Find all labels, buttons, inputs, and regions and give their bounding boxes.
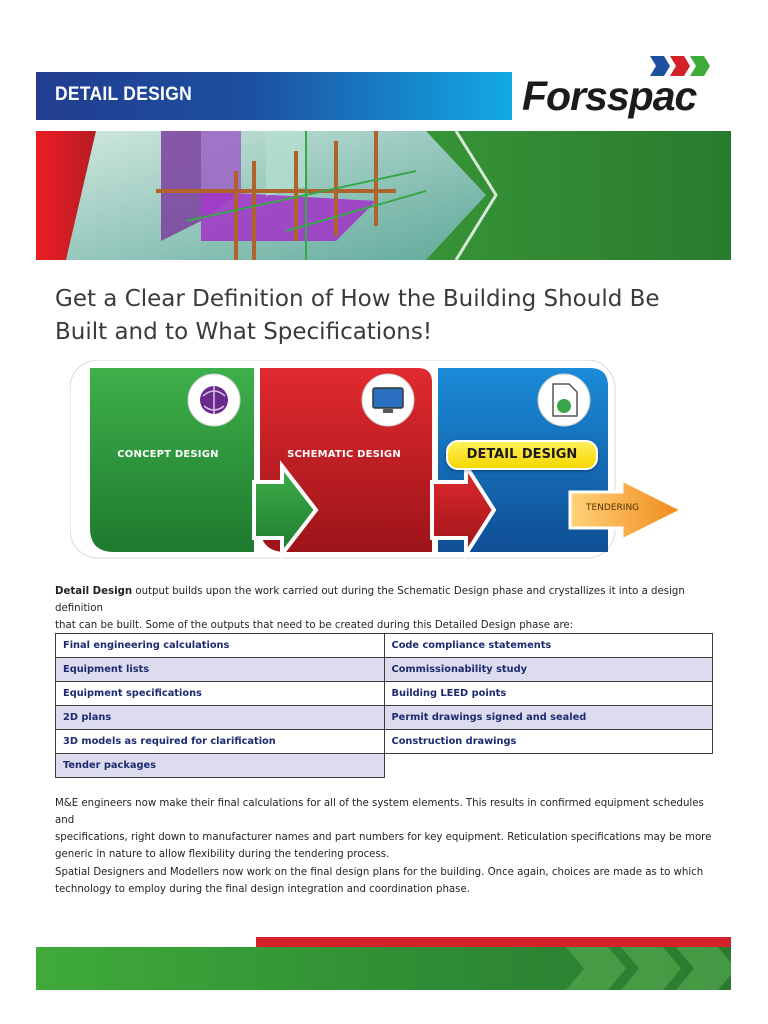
globe-icon: [188, 374, 240, 426]
body-paragraph-2: [55, 864, 715, 898]
body-paragraph-1: [55, 795, 715, 863]
table-cell: Code compliance statements: [384, 634, 713, 658]
table-cell: Construction drawings: [384, 730, 713, 754]
table-cell: Permit drawings signed and sealed: [384, 706, 713, 730]
headline: [55, 283, 735, 349]
process-diagram: [70, 360, 700, 560]
intro-line-1: output builds upon the work carried out during the Schematic Design phase and crystallizes it into a design definition: [55, 586, 685, 614]
table-cell-empty: [384, 754, 713, 778]
table-cell: Final engineering calculations: [56, 634, 385, 658]
table-cell: Building LEED points: [384, 682, 713, 706]
outputs-table: [55, 633, 713, 778]
table-cell: 2D plans: [56, 706, 385, 730]
page-title: DETAIL DESIGN: [55, 84, 192, 105]
stage-concept-label: CONCEPT DESIGN: [117, 449, 219, 460]
table-row: [56, 658, 713, 682]
headline-line-2: Built and to What Specifications!: [55, 319, 433, 345]
table-row: [56, 754, 713, 778]
table-cell: Equipment specifications: [56, 682, 385, 706]
intro-lead: Detail Design: [55, 586, 133, 597]
headline-line-1: Get a Clear Definition of How the Building Should Be: [55, 286, 660, 312]
para2-line-2: technology to employ during the final design integration and coordination phase.: [55, 884, 470, 895]
intro-line-2: that can be built. Some of the outputs that need to be created during this Detailed Design phase are:: [55, 620, 574, 631]
table-cell: Tender packages: [56, 754, 385, 778]
table-cell: Commissionability study: [384, 658, 713, 682]
footer-chevrons-icon: [36, 947, 731, 990]
footer-red-strip: [256, 937, 731, 947]
footer-green-band: [36, 947, 731, 990]
para2-line-1: Spatial Designers and Modellers now work on the final design plans for the building. Once again, choices are made as to which: [55, 867, 704, 878]
hero-banner: [36, 131, 731, 260]
logo: Forsspac: [522, 73, 697, 119]
document-icon: [538, 374, 590, 426]
para1-line-3: generic in nature to allow flexibility during the tendering process.: [55, 849, 390, 860]
para1-line-1: M&E engineers now make their final calculations for all of the system elements. This results in confirmed equipment schedules and: [55, 798, 704, 826]
intro-paragraph: [55, 583, 715, 634]
table-row: [56, 730, 713, 754]
table-row: [56, 706, 713, 730]
stage-detail-badge: DETAIL DESIGN: [446, 440, 598, 470]
monitor-icon: [362, 374, 414, 426]
para1-line-2: specifications, right down to manufacturer names and part numbers for key equipment. Reticulation specifications may be more: [55, 832, 712, 843]
table-cell: Equipment lists: [56, 658, 385, 682]
table-row: [56, 634, 713, 658]
stage-schematic-label: SCHEMATIC DESIGN: [287, 449, 401, 460]
tendering-label: TENDERING: [586, 503, 640, 513]
table-row: [56, 682, 713, 706]
table-cell: 3D models as required for clarification: [56, 730, 385, 754]
